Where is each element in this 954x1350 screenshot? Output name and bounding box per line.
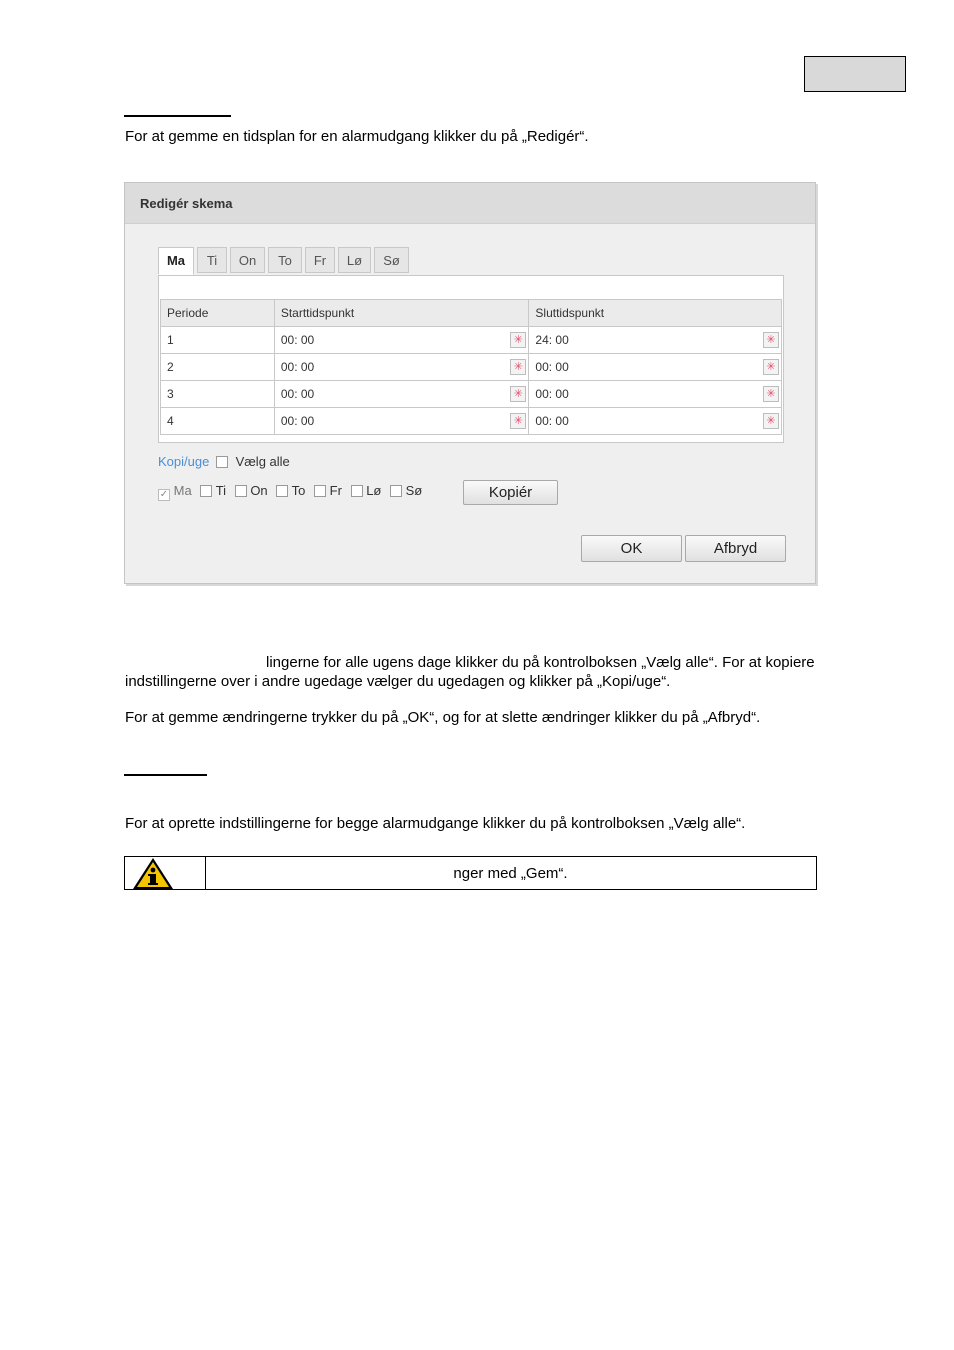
- copy-week-row: [158, 454, 290, 469]
- copy-button[interactable]: Kopiér: [463, 480, 558, 505]
- day-label: Sø: [405, 483, 423, 498]
- copy-days-row: [158, 483, 422, 501]
- day-label: Lø: [366, 483, 382, 498]
- tab-fr[interactable]: Fr: [305, 247, 335, 273]
- day-checkbox-fr[interactable]: [314, 485, 326, 497]
- clock-picker-icon[interactable]: ✳: [510, 332, 526, 348]
- clock-picker-icon[interactable]: ✳: [510, 413, 526, 429]
- start-time-value: 00: 00: [280, 360, 315, 374]
- clock-picker-icon[interactable]: ✳: [763, 359, 779, 375]
- paragraph-1-line-2: indstillingerne over i andre ugedage vælger du ugedagen og klikker på „Kopi/uge“.: [125, 673, 671, 690]
- day-checkbox-on[interactable]: [235, 485, 247, 497]
- table-row: [161, 408, 782, 435]
- end-time-value: 00: 00: [535, 360, 569, 374]
- end-time-field[interactable]: [529, 354, 782, 381]
- start-time-field[interactable]: [274, 327, 529, 354]
- tab-ma[interactable]: Ma: [158, 247, 194, 275]
- notice-box: [124, 856, 817, 890]
- dialog-title: Redigér skema: [140, 196, 233, 211]
- intro-text: For at gemme en tidsplan for en alarmudgang klikker du på „Redigér“.: [125, 128, 589, 145]
- clock-picker-icon[interactable]: ✳: [763, 413, 779, 429]
- table-row: [161, 381, 782, 408]
- cancel-button[interactable]: Afbryd: [685, 535, 786, 562]
- end-time-value: 00: 00: [535, 387, 569, 401]
- day-label: Ti: [215, 483, 227, 498]
- clock-picker-icon[interactable]: ✳: [510, 386, 526, 402]
- header-box: [804, 56, 906, 92]
- dialog-header: [125, 183, 815, 224]
- day-label: To: [291, 483, 306, 498]
- end-time-field[interactable]: [529, 408, 782, 435]
- header-period: Periode: [161, 300, 275, 327]
- info-warning-icon: [125, 857, 205, 889]
- day-label: Fr: [329, 483, 342, 498]
- day-label: Ma: [173, 483, 192, 498]
- start-time-value: 00: 00: [280, 387, 315, 401]
- tab-lo[interactable]: Lø: [338, 247, 371, 273]
- period-cell: 2: [161, 354, 275, 381]
- period-cell: 4: [161, 408, 275, 435]
- select-all-label: Vælg alle: [235, 454, 290, 469]
- header-end: Sluttidspunkt: [529, 300, 782, 327]
- notice-icon-cell: [125, 857, 206, 889]
- end-time-value: 24: 00: [535, 333, 569, 347]
- day-checkbox-lo[interactable]: [351, 485, 363, 497]
- notice-text: nger med „Gem“.: [453, 865, 568, 882]
- schedule-table: [160, 299, 782, 435]
- section-rule-1: [124, 115, 231, 117]
- table-header-row: [161, 300, 782, 327]
- day-checkbox-so[interactable]: [390, 485, 402, 497]
- tab-on[interactable]: On: [230, 247, 265, 273]
- clock-picker-icon[interactable]: ✳: [763, 386, 779, 402]
- day-checkbox-to[interactable]: [276, 485, 288, 497]
- paragraph-2: For at gemme ændringerne trykker du på „OK“, og for at slette ændringer klikker du på „Afbryd“.: [125, 709, 761, 726]
- copy-week-link[interactable]: Kopi/uge: [158, 454, 210, 469]
- table-row: [161, 327, 782, 354]
- day-checkbox-ma[interactable]: ✓: [159, 489, 169, 500]
- schedule-panel: [158, 275, 784, 443]
- end-time-value: 00: 00: [535, 414, 569, 428]
- tab-ti[interactable]: Ti: [197, 247, 227, 273]
- day-label: On: [250, 483, 268, 498]
- start-time-field[interactable]: [274, 381, 529, 408]
- header-start: Starttidspunkt: [274, 300, 529, 327]
- tab-to[interactable]: To: [268, 247, 302, 273]
- start-time-field[interactable]: [274, 408, 529, 435]
- tab-so[interactable]: Sø: [374, 247, 409, 273]
- edit-schedule-dialog: [124, 182, 816, 584]
- period-cell: 1: [161, 327, 275, 354]
- start-time-value: 00: 00: [280, 414, 315, 428]
- period-cell: 3: [161, 381, 275, 408]
- start-time-field[interactable]: [274, 354, 529, 381]
- end-time-field[interactable]: [529, 327, 782, 354]
- start-time-value: 00: 00: [280, 333, 315, 347]
- section-rule-2: [124, 774, 207, 776]
- end-time-field[interactable]: [529, 381, 782, 408]
- paragraph-3: For at oprette indstillingerne for begge alarmudgange klikker du på kontrolboksen „Vælg alle“.: [125, 815, 746, 832]
- clock-picker-icon[interactable]: ✳: [510, 359, 526, 375]
- table-row: [161, 354, 782, 381]
- ok-button[interactable]: OK: [581, 535, 682, 562]
- select-all-checkbox[interactable]: [216, 456, 228, 468]
- paragraph-1-line-1: lingerne for alle ugens dage klikker du på kontrolboksen „Vælg alle“. For at kopiere: [266, 654, 815, 671]
- clock-picker-icon[interactable]: ✳: [763, 332, 779, 348]
- day-checkbox-ti[interactable]: [200, 485, 212, 497]
